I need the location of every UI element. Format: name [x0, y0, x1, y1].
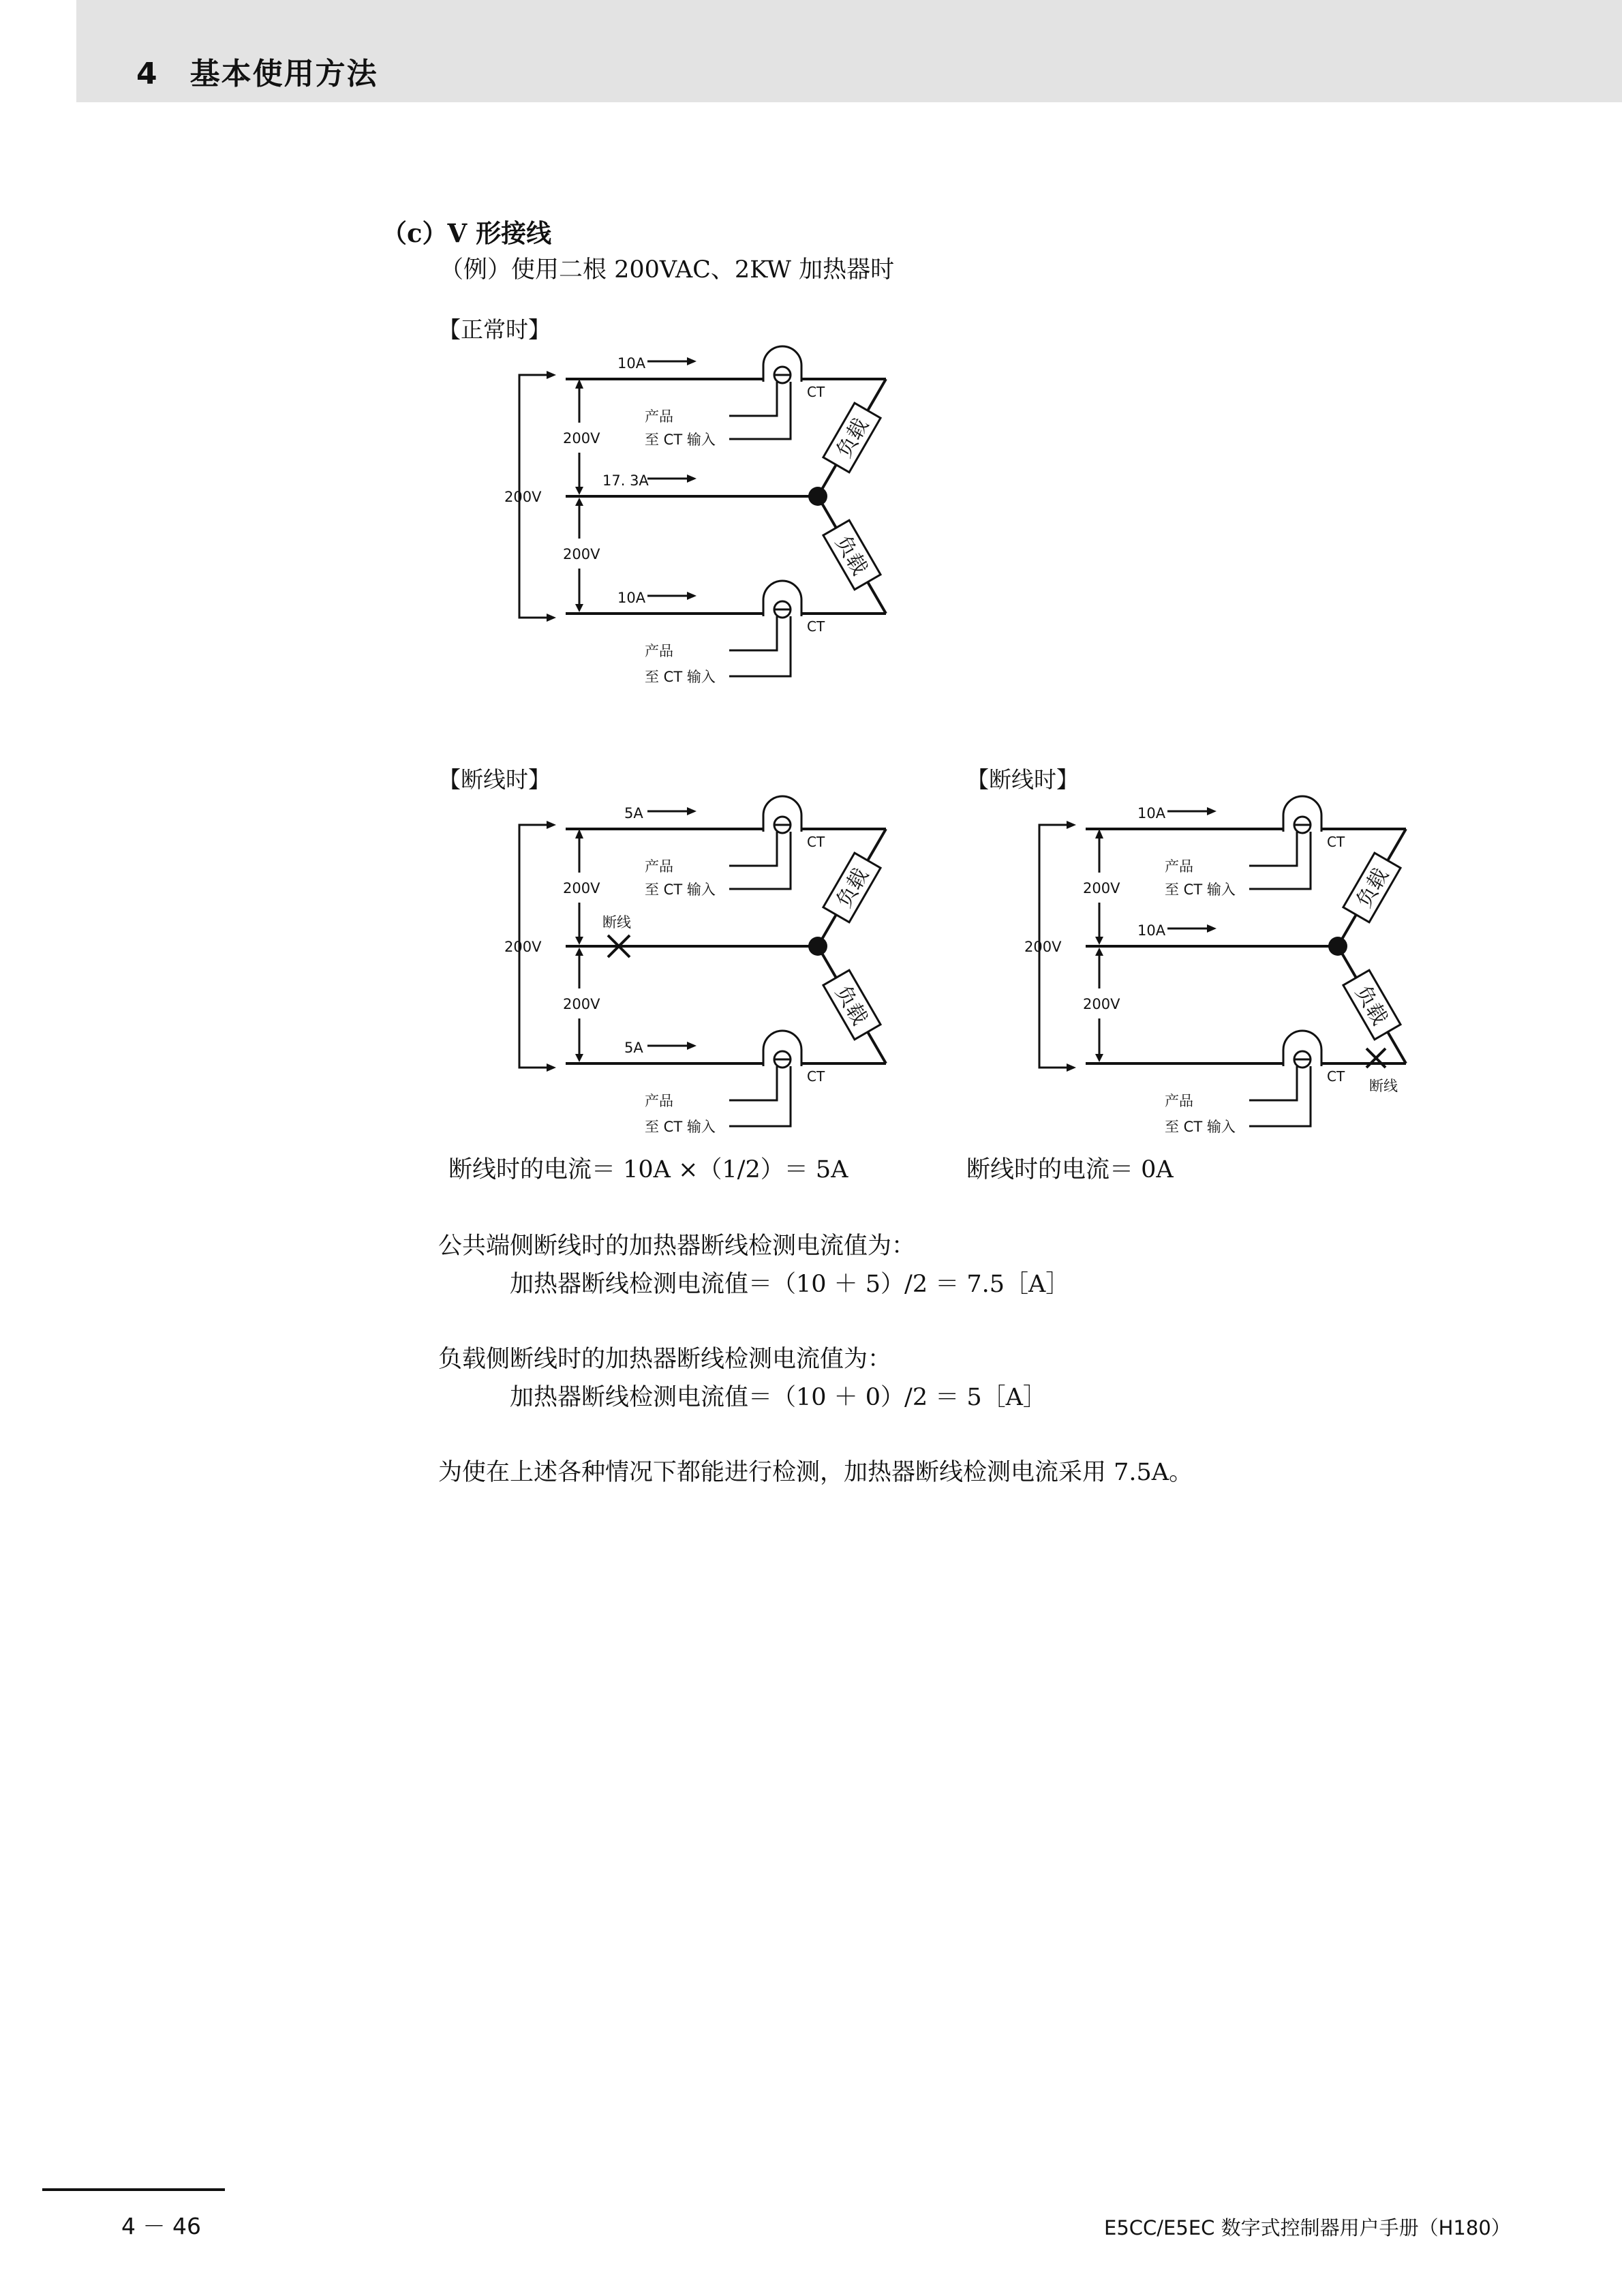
break-load-wiring-diagram [1011, 791, 1447, 1159]
top-current-label: 10A [617, 355, 646, 372]
load-break-intro: 负载侧断线时的加热器断线检测电流值为： [438, 1346, 892, 1373]
upper-load-label: 负载 [1352, 864, 1394, 912]
upper-ct-input-label: 至 CT 输入 [1165, 881, 1236, 898]
upper-product-label: 产品 [645, 858, 673, 875]
upper-product-label: 产品 [645, 408, 673, 425]
lower-voltage-label: 200V [563, 996, 600, 1012]
chapter-title: 4 基本使用方法 [136, 57, 378, 91]
upper-ct-label: CT [807, 834, 825, 850]
top-current-label: 10A [1137, 805, 1166, 821]
bottom-current-label: 10A [617, 590, 646, 606]
lower-voltage-label: 200V [563, 546, 600, 562]
lower-product-label: 产品 [1165, 1093, 1193, 1109]
conclusion-text: 为使在上述各种情况下都能进行检测，加热器断线检测电流采用 7.5A。 [438, 1459, 1193, 1486]
lower-voltage-label: 200V [1083, 996, 1120, 1012]
break-load-caption: 断线时的电流＝ 0A [966, 1156, 1174, 1183]
lower-ct-input-label: 至 CT 输入 [645, 669, 716, 685]
common-break-intro: 公共端侧断线时的加热器断线检测电流值为： [438, 1233, 916, 1260]
upper-ct-label: CT [1327, 834, 1345, 850]
bottom-current-label: 5A [624, 1040, 643, 1056]
section-subtitle: （c）V 形接线 [382, 218, 552, 248]
mid-current-label: 10A [1137, 922, 1166, 939]
break-load-diagram-label: 【断线时】 [966, 766, 1079, 793]
lower-load-label: 负载 [830, 982, 872, 1029]
footer-rule [42, 2188, 225, 2191]
total-voltage-label: 200V [504, 939, 542, 955]
upper-load-label: 负载 [832, 864, 874, 912]
upper-voltage-label: 200V [1083, 880, 1120, 896]
normal-diagram-label: 【正常时】 [438, 316, 551, 343]
lower-product-label: 产品 [645, 1093, 673, 1109]
top-current-label: 5A [624, 805, 643, 821]
upper-voltage-label: 200V [563, 880, 600, 896]
break-point-label: 断线 [602, 914, 631, 931]
common-break-formula: 加热器断线检测电流值＝（10 ＋ 5）/2 ＝ 7.5［A］ [510, 1271, 1070, 1298]
lower-ct-label: CT [1327, 1068, 1345, 1085]
break-common-diagram-label: 【断线时】 [438, 766, 551, 793]
lower-ct-label: CT [807, 1068, 825, 1085]
upper-product-label: 产品 [1165, 858, 1193, 875]
example-description: （例）使用二根 200VAC、2KW 加热器时 [440, 256, 895, 284]
break-common-caption: 断线时的电流＝ 10A ×（1/2）＝ 5A [448, 1156, 848, 1183]
lower-load-label: 负载 [830, 532, 872, 579]
upper-voltage-label: 200V [563, 430, 600, 447]
total-voltage-label: 200V [1024, 939, 1062, 955]
mid-current-label: 17. 3A [602, 472, 649, 489]
upper-ct-input-label: 至 CT 输入 [645, 432, 716, 448]
break-common-wiring-diagram [491, 791, 927, 1159]
lower-load-label: 负载 [1350, 982, 1392, 1029]
total-voltage-label: 200V [504, 489, 542, 505]
upper-load-label: 负载 [832, 414, 874, 462]
upper-ct-input-label: 至 CT 输入 [645, 881, 716, 898]
lower-ct-input-label: 至 CT 输入 [1165, 1119, 1236, 1135]
lower-product-label: 产品 [645, 643, 673, 659]
load-break-formula: 加热器断线检测电流值＝（10 ＋ 0）/2 ＝ 5［A］ [510, 1384, 1047, 1411]
manual-title: E5CC/E5EC 数字式控制器用户手册（H180） [1104, 2216, 1511, 2239]
normal-wiring-diagram [491, 341, 927, 709]
upper-ct-label: CT [807, 384, 825, 400]
break-point-label: 断线 [1369, 1078, 1398, 1094]
lower-ct-label: CT [807, 618, 825, 635]
lower-ct-input-label: 至 CT 输入 [645, 1119, 716, 1135]
page-number: 4 － 46 [121, 2213, 201, 2239]
